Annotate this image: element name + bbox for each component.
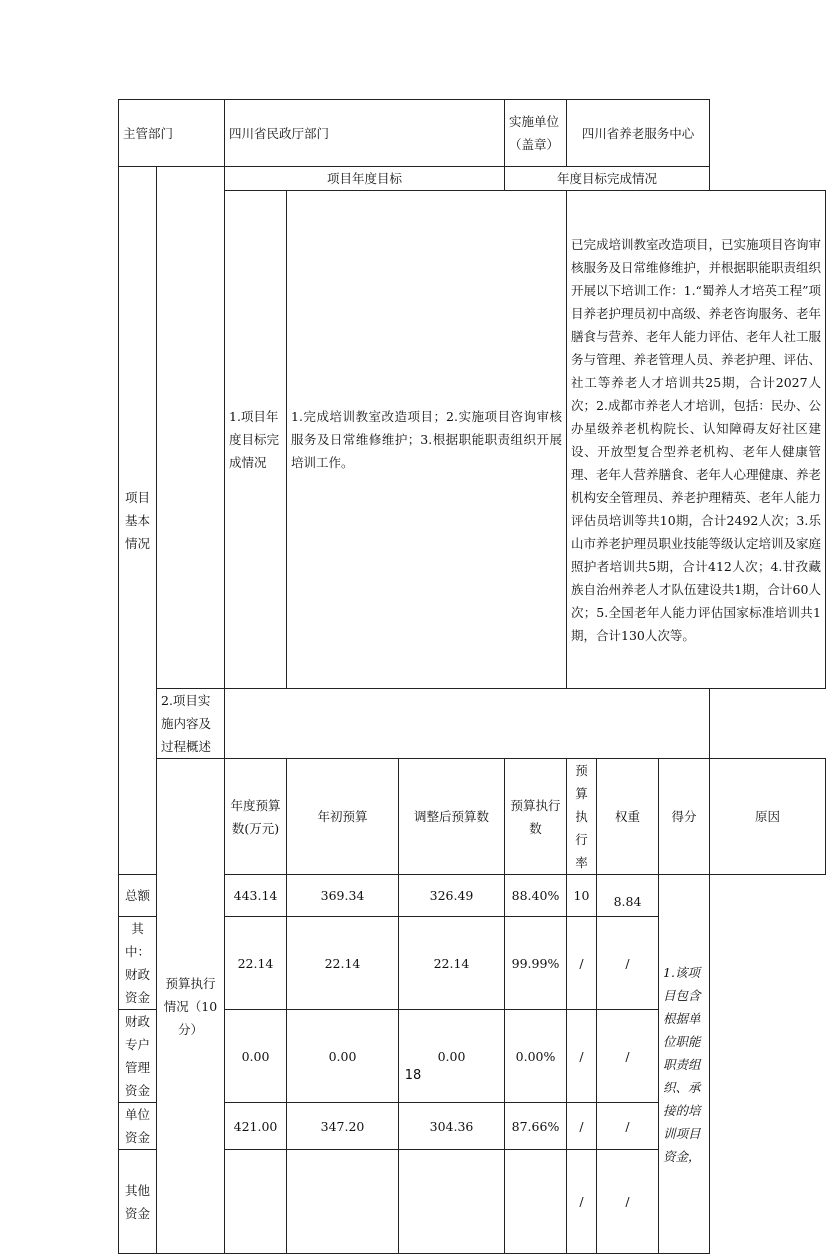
cell-score: / xyxy=(597,917,659,1010)
unit-value: 四川省养老服务中心 xyxy=(567,100,710,167)
cell-adjusted: 347.20 xyxy=(287,1103,399,1150)
cell-executed xyxy=(399,1150,505,1254)
table-row xyxy=(119,875,826,917)
row-name: 单位资金 xyxy=(119,1103,157,1150)
cell-initial: 22.14 xyxy=(225,917,287,1010)
row-name: 总额 xyxy=(119,875,157,917)
weight-header: 权重 xyxy=(597,759,659,875)
cell-rate: 99.99% xyxy=(505,917,567,1010)
row-name: 其他资金 xyxy=(119,1150,157,1254)
goal-column-header: 项目年度目标 xyxy=(225,167,505,191)
item2-label: 2.项目实施内容及过程概述 xyxy=(157,689,225,759)
dept-value: 四川省民政厅部门 xyxy=(225,100,505,167)
cell-executed: 0.00 xyxy=(399,1010,505,1103)
table-row xyxy=(119,1010,826,1103)
initial-budget-header: 年初预算 xyxy=(287,759,399,875)
row-name: 财政专户管理资金 xyxy=(119,1010,157,1103)
cell-initial: 443.14 xyxy=(225,875,287,917)
cell-executed: 304.36 xyxy=(399,1103,505,1150)
cell-initial xyxy=(225,1150,287,1254)
basic-label: 项目基本情况 xyxy=(119,167,157,875)
annual-budget-header: 年度预算数(万元) xyxy=(225,759,287,875)
table-row xyxy=(119,917,826,1010)
cell-rate: 87.66% xyxy=(505,1103,567,1150)
unit-label: 实施单位（盖章） xyxy=(505,100,567,167)
item2-content xyxy=(225,689,710,759)
executed-budget-header: 预算执行数 xyxy=(505,759,567,875)
item1-goal: 1.完成培训教室改造项目；2.实施项目咨询审核服务及日常维修维护；3.根据职能职责组织开展培训工作。 xyxy=(287,191,567,689)
cell-adjusted: 0.00 xyxy=(287,1010,399,1103)
cell-weight: / xyxy=(567,1103,597,1150)
page-number: 18 xyxy=(404,1068,422,1083)
item1-label: 1.项目年度目标完成情况 xyxy=(225,191,287,689)
cell-rate: 88.40% xyxy=(505,875,567,917)
cell-weight: / xyxy=(567,1010,597,1103)
cell-weight: / xyxy=(567,1150,597,1254)
score-header: 得分 xyxy=(659,759,710,875)
table-row xyxy=(119,1103,826,1150)
dept-label: 主管部门 xyxy=(119,100,225,167)
cell-weight: / xyxy=(567,917,597,1010)
cell-weight: 10 xyxy=(567,875,597,917)
basic-blank-cell xyxy=(157,167,225,689)
cell-score: / xyxy=(597,1103,659,1150)
row-name: 其中：财政资金 xyxy=(119,917,157,1010)
cell-initial: 0.00 xyxy=(225,1010,287,1103)
cell-score: / xyxy=(597,1150,659,1254)
cell-adjusted: 369.34 xyxy=(287,875,399,917)
cell-score: / xyxy=(597,1010,659,1103)
budget-label: 预算执行情况（10分） xyxy=(157,759,225,1254)
cell-adjusted xyxy=(287,1150,399,1254)
cell-rate: 0.00% xyxy=(505,1010,567,1103)
reason-header: 原因 xyxy=(710,759,826,875)
cell-initial: 421.00 xyxy=(225,1103,287,1150)
cell-executed: 22.14 xyxy=(399,917,505,1010)
table-row xyxy=(119,1150,826,1254)
execution-rate-header: 预算执行率 xyxy=(567,759,597,875)
item1-status: 已完成培训教室改造项目，已实施项目咨询审核服务及日常维修维护，并根据职能职责组织开展以下培训工作：1.“蜀养人才培英工程”项目养老护理员初中高级、养老咨询服务、老年膳食与营养、老年人能力评估、老年人社工服务与管理、养老管理人员、养老护理、评估、社工等养老人才培训共25期，合计2027人次；2.成都市养老人才培训，包括：民办、公办星级养老机构院长、认知障碍友好社区建设、开放型复合型养老机构、老年人健康管理、老年人营养膳食、老年人心理健康、养老机构安全管理员、养老护理精英、老年人能力评估员培训等共10期，合计2492人次；3.乐山市养老护理员职业技能等级认定培训及家庭照护者培训共5期，合计412人次；4.甘孜藏族自治州养老人才队伍建设共1期，合计60人次；5.全国老年人能力评估国家标准培训共1期，合计130人次等。 xyxy=(567,191,826,689)
cell-score: 8.84 xyxy=(597,875,659,917)
cell-adjusted: 22.14 xyxy=(287,917,399,1010)
adjusted-budget-header: 调整后预算数 xyxy=(399,759,505,875)
cell-executed: 326.49 xyxy=(399,875,505,917)
status-column-header: 年度目标完成情况 xyxy=(505,167,710,191)
cell-rate xyxy=(505,1150,567,1254)
reason-text: 1.该项目包含根据单位职能职责组织、承接的培训项目资金， xyxy=(659,875,710,1254)
